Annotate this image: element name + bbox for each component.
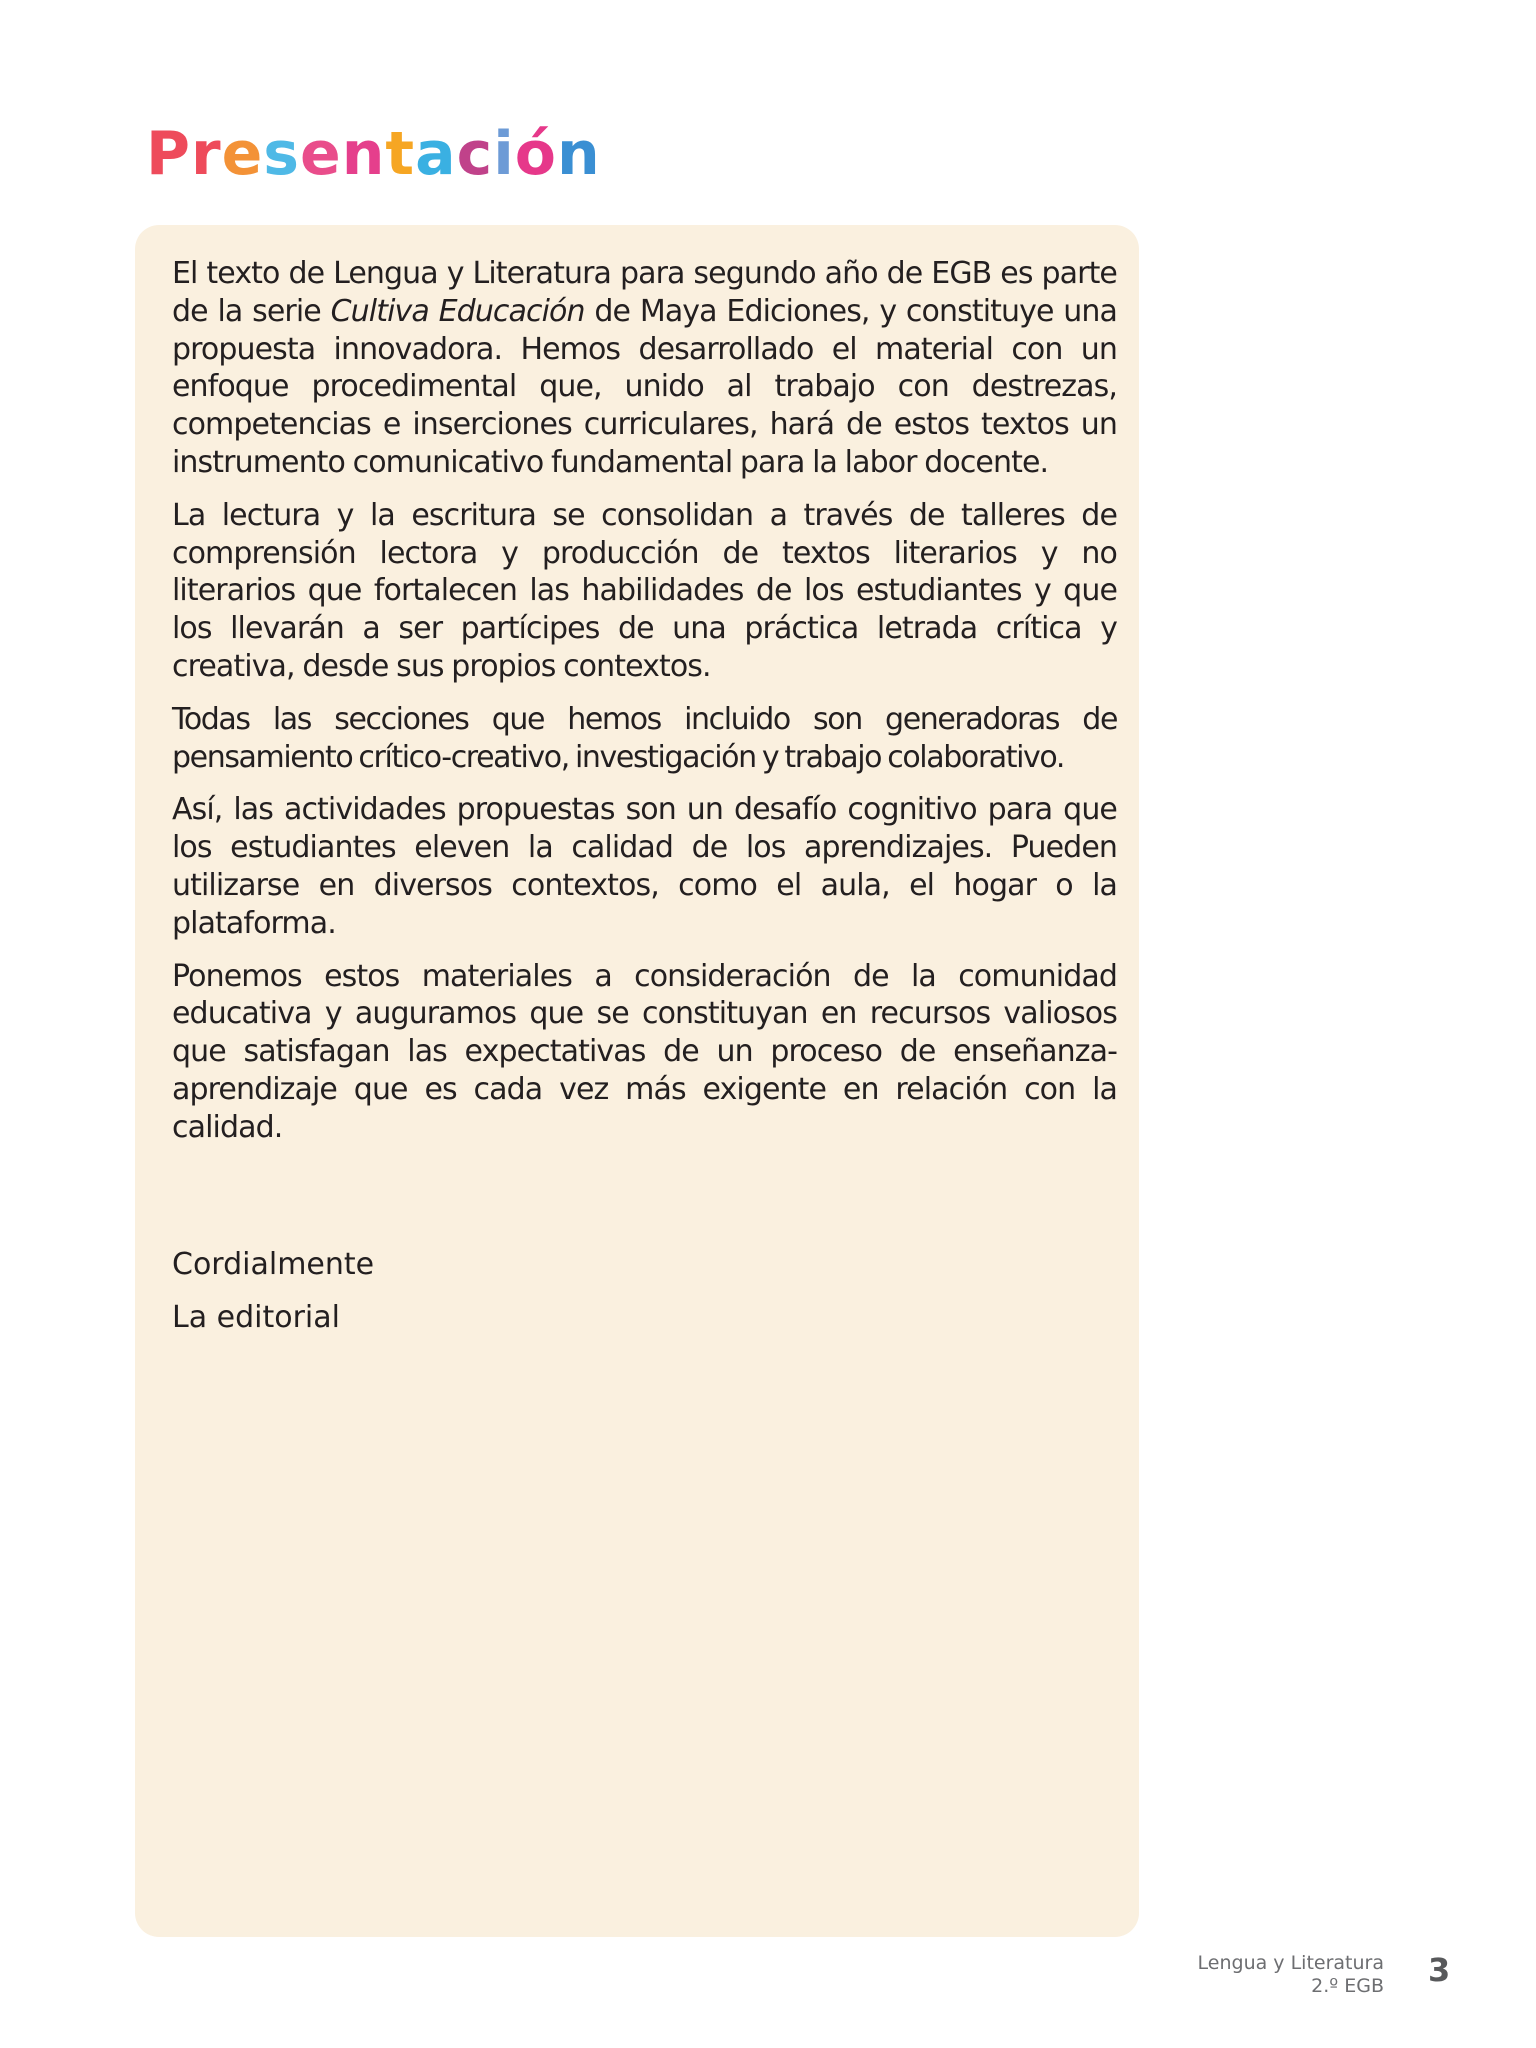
title-letter: ó [514, 119, 557, 189]
title-letter: i [493, 119, 515, 189]
paragraph-3: Todas las secciones que hemos incluido son generadoras de pensamiento crítico-creativo, investigación y trabajo colaborativo. [172, 701, 1117, 775]
closing [172, 1246, 374, 1352]
title-letter: n [557, 119, 601, 189]
signature: La editorial [172, 1300, 340, 1335]
paragraph-1 [172, 255, 1117, 482]
title-letter: n [341, 119, 386, 189]
title-letter: P [146, 119, 191, 189]
title-letter: e [221, 119, 264, 189]
series-name: Cultiva Educación [330, 293, 585, 329]
paragraph-5: Ponemos estos materiales a consideración de la comunidad educativa y auguramos que se constituyan en recursos valiosos que satisfagan las expectativas de un proceso de enseñanza-aprendizaje que es cada vez más exigente en relación con la calidad. [172, 958, 1117, 1145]
footer-grade: 2.º EGB [1311, 1975, 1384, 1997]
title-letter: a [415, 119, 457, 189]
paragraph-2: La lectura y la escritura se consolidan a través de talleres de comprensión lectora y producción de textos literarios y no literarios que fortalecen las habilidades de los estudiantes y que los llevarán a ser partícipes de una práctica letrada crítica y creativa, desde sus propios contextos. [172, 497, 1117, 684]
presentation-text [172, 255, 1117, 1162]
page-number: 3 [1428, 1951, 1451, 1989]
title-letter: e [300, 119, 342, 189]
footer-subject: Lengua y Literatura [1197, 1952, 1384, 1974]
paragraph-1-end: de Maya Ediciones, y constituye una propuesta innovadora. Hemos desarrollado el material con un enfoque procedimental que, unido al trabajo con destrezas, competencias e inserciones curriculares, hará de estos textos un instrumento comunicativo fundamental para la labor docente. [172, 293, 1117, 480]
title-letter: s [263, 119, 300, 189]
footer-book-info [1198, 1952, 1384, 1998]
title-letter: t [385, 119, 416, 189]
title-letter: c [456, 119, 494, 189]
paragraph-4: Así, las actividades propuestas son un desafío cognitivo para que los estudiantes eleven la calidad de los aprendizajes. Pueden utilizarse en diversos contextos, como el aula, el hogar o la plataforma. [172, 792, 1117, 941]
title-letter: r [190, 119, 222, 189]
salutation: Cordialmente [172, 1247, 375, 1282]
page-title [146, 118, 601, 190]
paragraph-1-start: El texto de Lengua y Literatura para segundo año de EGB es parte de la serie [172, 256, 1117, 329]
